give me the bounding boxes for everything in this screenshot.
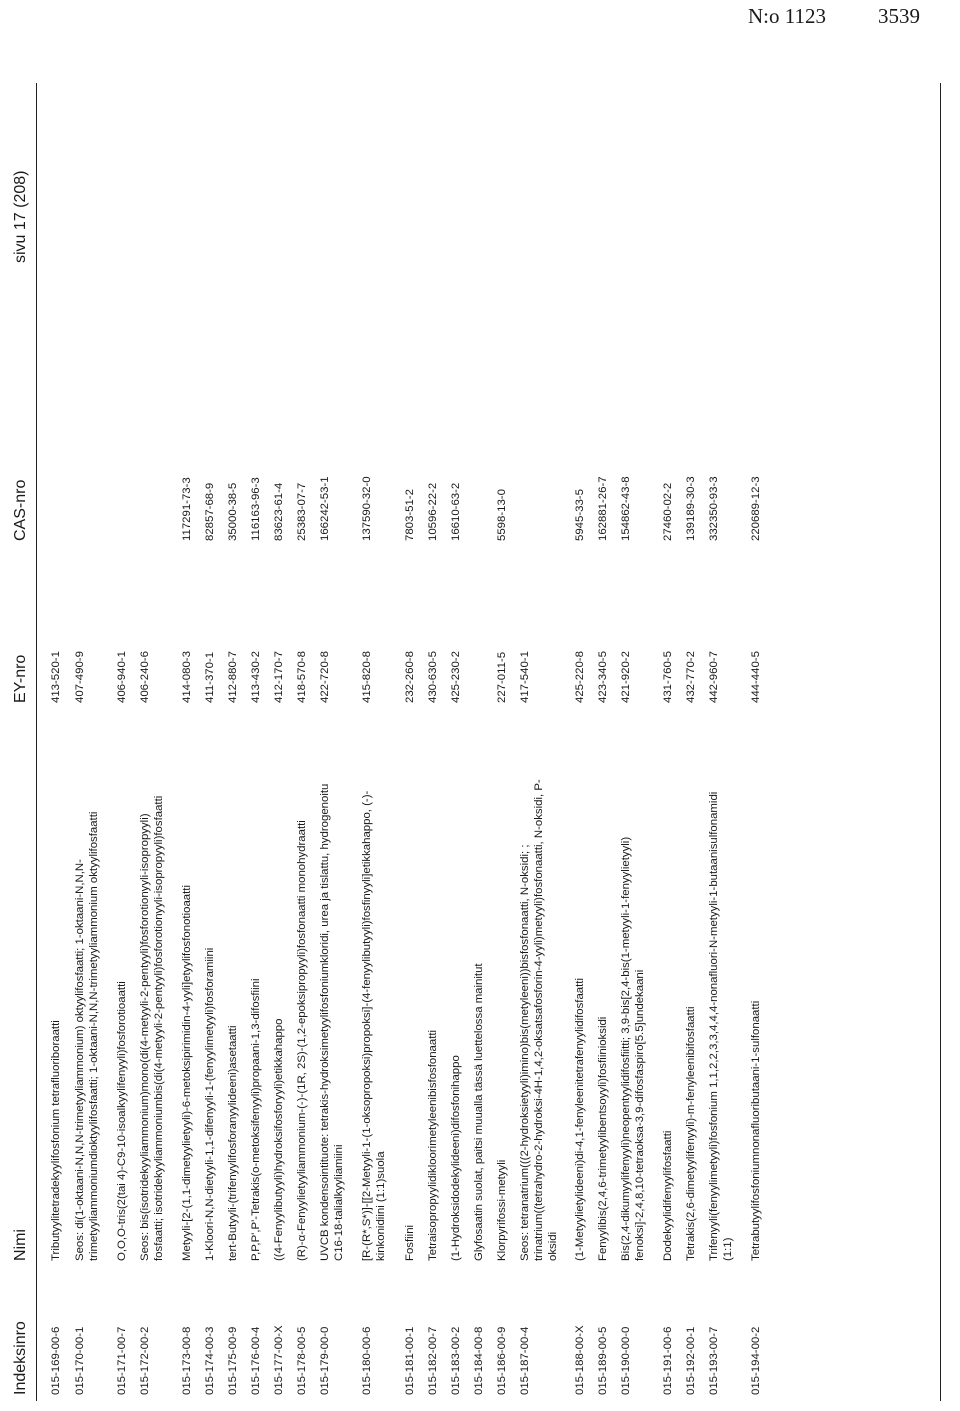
name-cell [115, 731, 129, 1261]
name-line: Bis(2,4-dikumyylifenyyli)neopentyylidifosfiitti; 3,9-bis[2,4-bis(1-metyyli-1-fenyylietyyli) [620, 836, 632, 1261]
name-line: Trifenyyli(fenyylimetyyli)fosfonium 1,1,2,2,3,3,4,4,4-nonafluori-N-metyyli-1-butaanisulfonamidi [708, 791, 720, 1261]
header-index: Indeksinro [12, 1321, 29, 1395]
index-cell: 015-189-00-5 [597, 1326, 609, 1395]
cas-cell: 25383-07-7 [296, 482, 308, 541]
cas-cell: 27460-02-2 [662, 482, 674, 541]
name-cell [318, 731, 346, 1261]
name-cell [403, 731, 417, 1261]
cas-cell: 139189-30-3 [685, 476, 697, 541]
name-line: (1-Hydroksidodekylideeni)difosfonihappo [450, 1055, 462, 1261]
name-line: Glyfosaatin suolat, paitsi muualla tässä luettelossa mainitut [473, 963, 485, 1261]
cas-cell: 117291-73-3 [181, 477, 193, 541]
ey-cell: 411-370-1 [204, 651, 216, 703]
cas-cell: 10596-22-2 [427, 482, 439, 541]
page-number: 3539 [878, 4, 920, 28]
name-line: Tetrabutyylifosfoniumnonafluoributaani-1-sulfonaatti [750, 1000, 762, 1261]
rotated-table [0, 71, 960, 1411]
name-line: 1-Kloori-N,N-dietyyli-1,1-difenyyli-1-(fenyylimetyyli)fosforamiini [204, 947, 216, 1261]
name-cell [518, 731, 560, 1261]
cas-cell: 5945-33-5 [574, 489, 586, 541]
index-cell: 015-187-00-4 [519, 1326, 531, 1395]
name-cell [707, 731, 735, 1261]
name-line: Tetraisopropyylidikloorimetyleenibisfosfonaatti [427, 1029, 439, 1261]
name-cell [360, 731, 388, 1261]
ey-cell: 406-940-1 [116, 651, 128, 703]
ey-cell: 413-430-2 [250, 651, 262, 703]
index-cell: 015-194-00-2 [750, 1326, 762, 1395]
cas-cell: 162881-26-7 [597, 476, 609, 541]
name-cell [226, 731, 240, 1261]
ey-cell: 413-520-1 [50, 651, 62, 703]
name-line: Seos: bis(isotridekyyliammonium)mono(di(4-metyyli-2-pentyyli)fosforotionyyli-isopropyyli) [139, 813, 151, 1261]
name-cell [472, 731, 486, 1261]
index-cell: 015-175-00-9 [227, 1326, 239, 1395]
ey-cell: 417-540-1 [519, 651, 531, 703]
header-name: Nimi [12, 1229, 29, 1261]
index-cell: 015-179-00-0 [319, 1326, 331, 1395]
index-cell: 015-182-00-7 [427, 1326, 439, 1395]
ey-cell: 425-220-8 [574, 651, 586, 703]
cas-cell: 16610-63-2 [450, 482, 462, 541]
cas-cell: 35000-38-5 [227, 482, 239, 541]
name-line: Fosfiini [404, 1224, 416, 1261]
name-cell [138, 731, 166, 1261]
ey-cell: 414-080-3 [181, 651, 193, 703]
index-cell: 015-171-00-7 [116, 1326, 128, 1395]
cas-cell: 116163-96-3 [250, 477, 262, 541]
ey-cell: 232-260-8 [404, 651, 416, 703]
header-page-ref: sivu 17 (208) [12, 170, 29, 263]
name-line: Fenyylibis(2,4,6-trimetyylibentsoyyli)fosfiinioksidi [597, 1016, 609, 1261]
name-line: (1:1) [722, 1237, 734, 1261]
ey-cell: 412-170-7 [273, 651, 285, 703]
document-number: N:o 1123 [748, 4, 826, 28]
ey-cell: 442-960-7 [708, 651, 720, 703]
name-cell [573, 731, 587, 1261]
name-cell [73, 731, 101, 1261]
name-line: P,P,P',P'-Tetrakis(o-metoksifenyyli)propaani-1,3-difosfiini [250, 978, 262, 1261]
ey-cell: 418-570-8 [296, 651, 308, 703]
name-cell [495, 731, 509, 1261]
index-cell: 015-169-00-6 [50, 1326, 62, 1395]
name-line: trinatrium((tetrahydro-2-hydroksi-4H-1,4,2-oksatsafosforin-4-yyli)metyyli)fosfonaatti, N-oksidi, P- [533, 779, 545, 1261]
index-cell: 015-177-00-X [273, 1325, 285, 1395]
cas-cell: 7803-51-2 [404, 489, 416, 541]
name-line: oksidi [547, 1231, 559, 1261]
cas-cell: 166242-53-1 [319, 476, 331, 541]
name-cell [684, 731, 698, 1261]
name-line: Dodekyylidifenyylifosfaatti [662, 1130, 674, 1261]
index-cell: 015-188-00-X [574, 1325, 586, 1395]
header-cas: CAS-nro [12, 479, 29, 541]
ey-cell: 422-720-8 [319, 651, 331, 703]
name-cell [272, 731, 286, 1261]
index-cell: 015-178-00-5 [296, 1326, 308, 1395]
name-line: (1-Metyylietylideeni)di-4,1-fenyleenitetrafenyylidifosfaatti [574, 978, 586, 1261]
name-cell [749, 731, 763, 1261]
cas-cell: 332350-93-3 [708, 476, 720, 541]
name-line: O,O,O-tris(2(tai 4)-C9-10-isoalkyylifenyyli)fosforotioaatti [116, 981, 128, 1261]
name-cell [449, 731, 463, 1261]
name-cell [619, 731, 647, 1261]
cas-cell: 82857-68-9 [204, 482, 216, 541]
name-line: Tetrakis(2,6-dimetyylifenyyli)-m-fenyleenibifosfaatti [685, 1006, 697, 1261]
index-cell: 015-176-00-4 [250, 1326, 262, 1395]
name-line: fenoksi]-2,4,8,10-tetraoksa-3,9-difosfaspiro[5.5]undekaani [634, 969, 646, 1261]
index-cell: 015-181-00-1 [404, 1326, 416, 1395]
index-cell: 015-190-00-0 [620, 1326, 632, 1395]
page-header [0, 0, 960, 36]
ey-cell: 421-920-2 [620, 651, 632, 703]
ey-cell: 227-011-5 [496, 651, 508, 703]
name-cell [203, 731, 217, 1261]
index-cell: 015-193-00-7 [708, 1326, 720, 1395]
index-cell: 015-183-00-2 [450, 1326, 462, 1395]
ey-cell: 423-340-5 [597, 651, 609, 703]
cas-cell: 154862-43-8 [620, 476, 632, 541]
name-line: (R)-α-Fenyylietyyliammonium-(-)-(1R, 2S)-(1,2-epoksipropyyli)fosfonaatti monohydraatti [296, 820, 308, 1261]
name-line: ((4-Fenyylibutyyli)hydroksifosforyyli)etikkahappo [273, 1018, 285, 1261]
name-cell [295, 731, 309, 1261]
name-cell [596, 731, 610, 1261]
cas-cell: 83623-61-4 [273, 482, 285, 541]
ey-cell: 407-490-9 [74, 651, 86, 703]
index-cell: 015-192-00-1 [685, 1326, 697, 1395]
name-line: Seos: di(1-oktaani-N,N,N-trimetyyliammonium) oktyylifosfaatti; 1-oktaani-N,N,N- [74, 859, 86, 1261]
name-line: trimetyyliammoniumdioktyylifosfaatti; 1-oktaani-N,N,N-trimetyyliammonium oktyylifosfaatti [88, 811, 100, 1261]
index-cell: 015-174-00-3 [204, 1326, 216, 1395]
ey-cell: 412-880-7 [227, 651, 239, 703]
cas-cell: 220689-12-3 [750, 476, 762, 541]
name-line: UVCB kondensointituote: tetrakis-hydroksimetyylifosfoniumkloridi, urea ja tislattu, hydrogenoitu [319, 783, 331, 1261]
index-cell: 015-191-00-6 [662, 1326, 674, 1395]
ey-cell: 431-760-5 [662, 651, 674, 703]
ey-cell: 432-770-2 [685, 651, 697, 703]
name-line: [R-(R*,S*)]-[[2-Metyyli-1-(1-oksopropoksi)propoksi]-(4-fenyylibutyyli)fosfinyyli]etikkahappo, (-)- [361, 790, 373, 1261]
name-cell [426, 731, 440, 1261]
ey-cell: 425-230-2 [450, 651, 462, 703]
name-line: tert-Butyyli-(trifenyylifosforanyylideeni)asetaatti [227, 1025, 239, 1261]
ey-cell: 415-820-8 [361, 651, 373, 703]
cas-cell: 5598-13-0 [496, 489, 508, 541]
ey-cell: 444-440-5 [750, 651, 762, 703]
table-body [0, 71, 960, 1411]
cas-cell: 137590-32-0 [361, 476, 373, 541]
index-cell: 015-172-00-2 [139, 1326, 151, 1395]
name-line: fosfaatti; isotridekyyliammoniumbis(di(4-metyyli-2-pentyyli)fosforotionyyli-isopropyyli)fosfaatti [153, 795, 165, 1261]
index-cell: 015-186-00-9 [496, 1326, 508, 1395]
name-line: Seos: tetranatrium(((2-hydroksietyyli)imino)bis(metyleeni))bisfosfonaatti, N-oksidi; ; [519, 844, 531, 1261]
ey-cell: 430-630-5 [427, 651, 439, 703]
name-line: Metyyli-[2-(1,1-dimetyylietyyli)-6-metoksipirimidin-4-yyli]etyylifosfonotioaatti [181, 885, 193, 1261]
name-line: C16-18-talialkyyliamiini [333, 1144, 345, 1261]
ey-cell: 406-240-6 [139, 651, 151, 703]
index-cell: 015-170-00-1 [74, 1326, 86, 1395]
name-cell [661, 731, 675, 1261]
index-cell: 015-180-00-6 [361, 1326, 373, 1395]
name-cell [49, 731, 63, 1261]
index-cell: 015-184-00-8 [473, 1326, 485, 1395]
name-line: Klorpyrifossi-metyyli [496, 1159, 508, 1261]
name-cell [249, 731, 263, 1261]
header-ey: EY-nro [12, 654, 29, 703]
name-line: Tributyylitetradekyylifosfonium tetrafluoriboraatti [50, 1020, 62, 1261]
index-cell: 015-173-00-8 [181, 1326, 193, 1395]
name-cell [180, 731, 194, 1261]
name-line: kinkonidiini (1:1)suola [375, 1151, 387, 1261]
